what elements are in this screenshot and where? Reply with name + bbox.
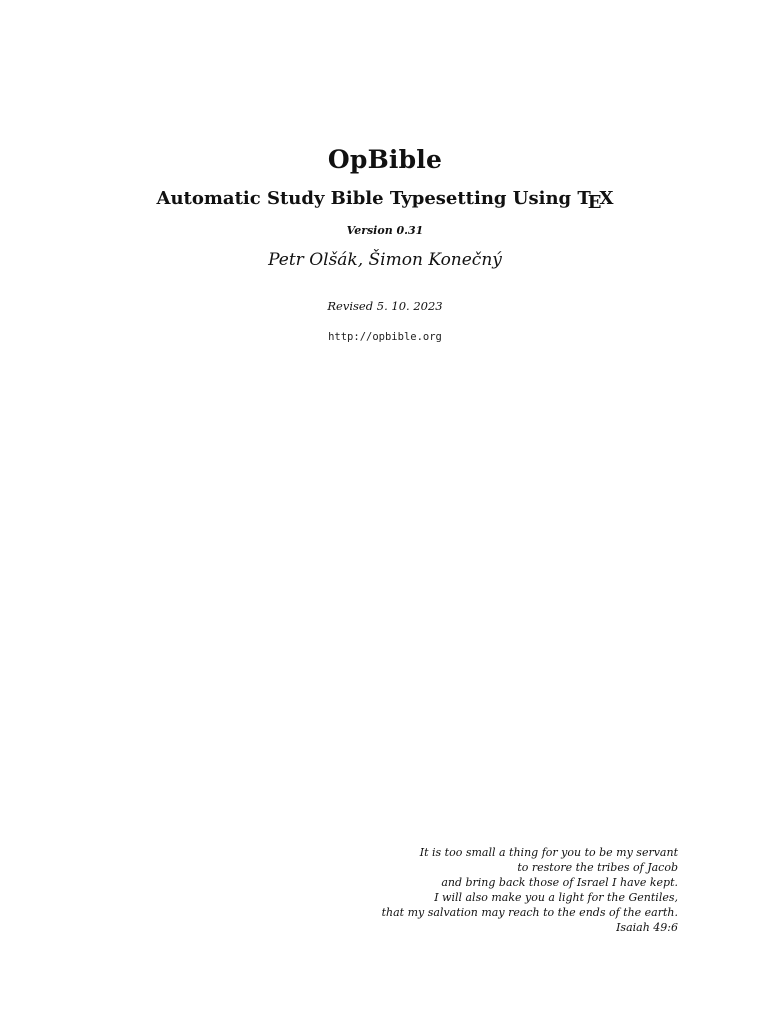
epigraph-line: and bring back those of Israel I have kept. xyxy=(441,876,678,889)
epigraph-line: I will also make you a light for the Gentiles, xyxy=(434,891,678,904)
tex-logo-x: X xyxy=(599,188,614,209)
document-title: OpBible xyxy=(327,145,443,174)
tex-logo-e: E xyxy=(587,192,602,213)
epigraph-line: that my salvation may reach to the ends of the earth. xyxy=(381,906,678,919)
epigraph-line: to restore the tribes of Jacob xyxy=(517,861,678,874)
revised-date: Revised 5. 10. 2023 xyxy=(327,299,443,313)
epigraph-line: It is too small a thing for you to be my servant xyxy=(419,846,678,859)
version-label: Version 0.31 xyxy=(346,224,424,237)
authors: Petr Olšák, Šimon Konečný xyxy=(268,250,502,270)
subtitle-text: Automatic Study Bible Typesetting Using xyxy=(156,188,578,209)
epigraph xyxy=(338,845,678,935)
tex-logo xyxy=(577,188,614,213)
tex-logo-t: T xyxy=(577,188,591,209)
website-url: http://opbible.org xyxy=(328,331,442,343)
document-subtitle xyxy=(0,188,770,213)
epigraph-reference: Isaiah 49:6 xyxy=(616,921,678,934)
